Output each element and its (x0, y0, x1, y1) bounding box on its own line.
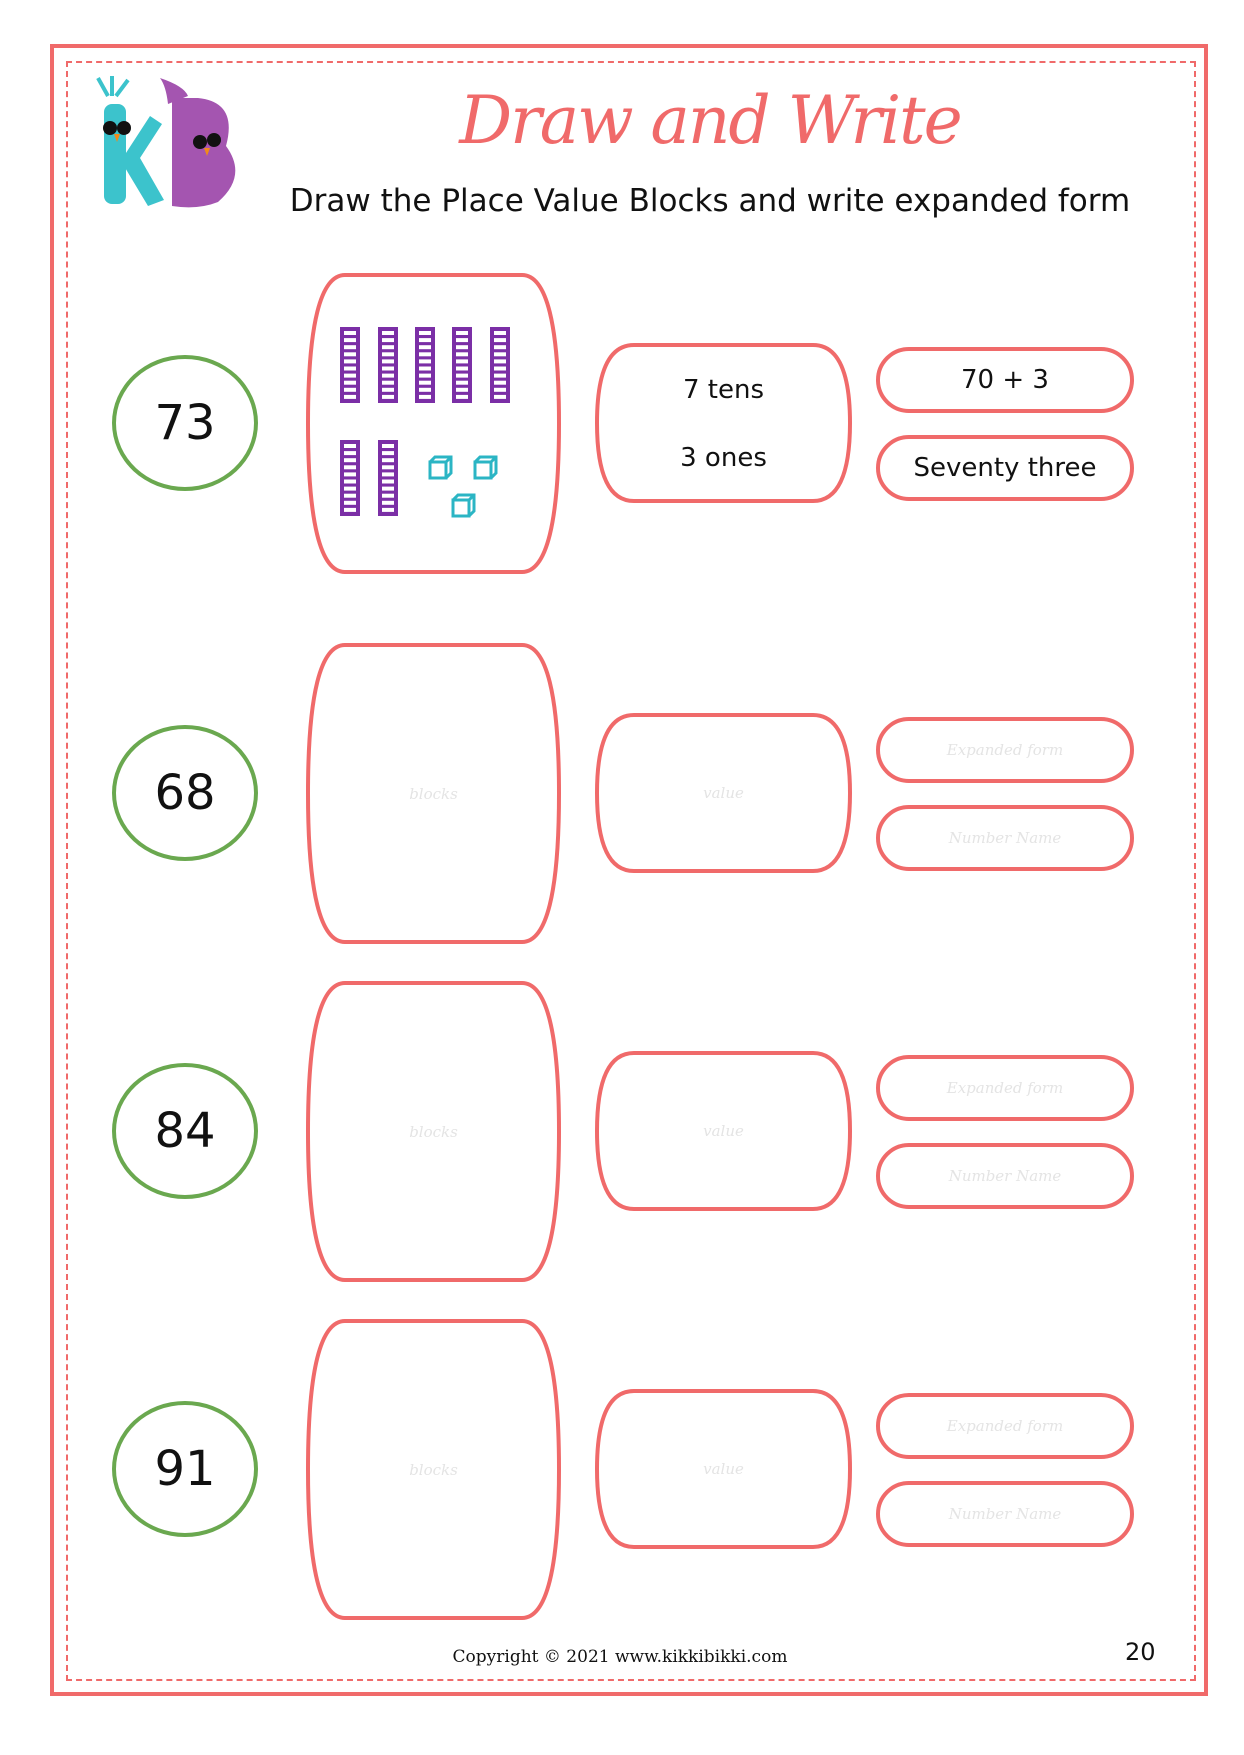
expanded-form-field[interactable]: Expanded form (946, 741, 1064, 759)
kb-logo (88, 76, 246, 216)
tens-rod (340, 327, 360, 403)
page-title: Draw and Write (459, 82, 961, 159)
page-number: 20 (1125, 1638, 1156, 1666)
tens-rod (378, 327, 398, 403)
expanded-form-field[interactable]: 70 + 3 (961, 365, 1049, 395)
number-circle (112, 725, 258, 861)
tens-rod (378, 440, 398, 516)
tens-rod (490, 327, 510, 403)
ones-cube (475, 457, 496, 478)
expanded-form-field[interactable]: Expanded form (946, 1417, 1064, 1435)
blocks-drawing-area[interactable] (305, 272, 562, 575)
number-label: 84 (154, 1103, 216, 1159)
number-name-field[interactable]: Number Name (948, 1167, 1062, 1185)
expanded-form-field[interactable]: Expanded form (946, 1079, 1064, 1097)
tens-rod (340, 440, 360, 516)
blocks-placeholder: blocks (409, 1460, 458, 1479)
value-box[interactable] (594, 342, 853, 504)
tens-rod (415, 327, 435, 403)
ones-value: 3 ones (680, 443, 767, 473)
number-circle (112, 355, 258, 491)
tens-rod (452, 327, 472, 403)
number-name-field[interactable]: Seventy three (913, 453, 1097, 483)
blocks-placeholder: blocks (409, 1122, 458, 1141)
copyright: Copyright © 2021 www.kikkibikki.com (452, 1647, 788, 1667)
number-label: 68 (154, 765, 216, 821)
number-circle (112, 1401, 258, 1537)
instructions: Draw the Place Value Blocks and write expanded form (289, 183, 1131, 219)
number-name-field[interactable]: Number Name (948, 829, 1062, 847)
tens-value: 7 tens (682, 375, 765, 405)
number-label: 91 (154, 1441, 216, 1497)
number-name-field[interactable]: Number Name (948, 1505, 1062, 1523)
ones-cube (430, 457, 451, 478)
number-circle (112, 1063, 258, 1199)
value-placeholder: value (703, 784, 744, 802)
value-placeholder: value (703, 1122, 744, 1140)
number-label: 73 (154, 395, 216, 451)
ones-cube (453, 495, 474, 516)
blocks-placeholder: blocks (409, 784, 458, 803)
value-placeholder: value (703, 1460, 744, 1478)
